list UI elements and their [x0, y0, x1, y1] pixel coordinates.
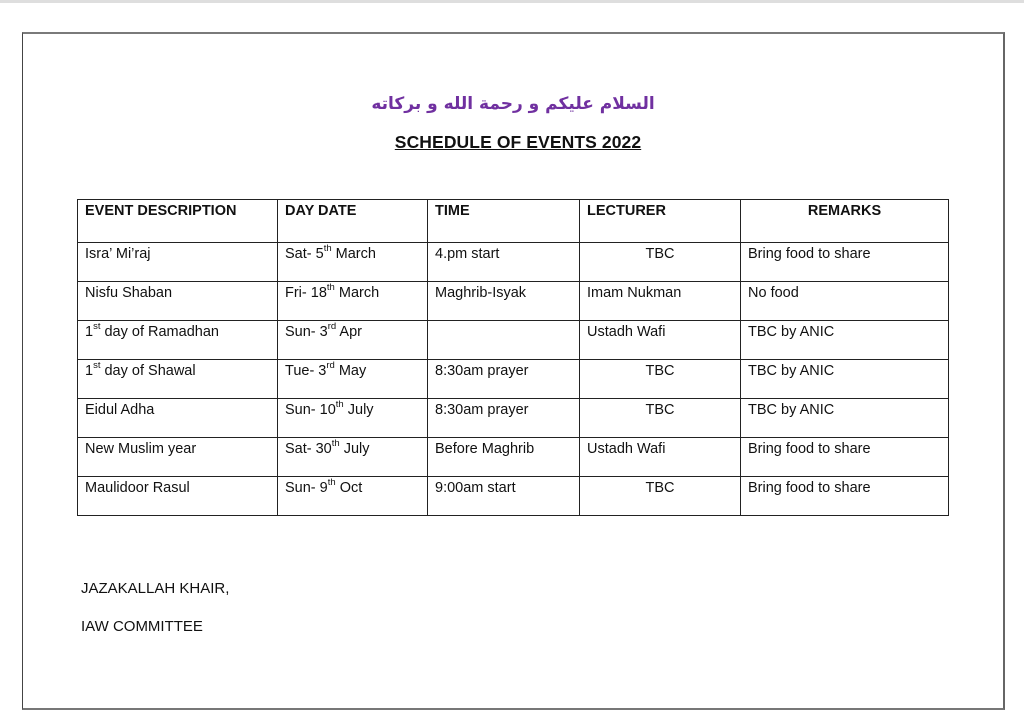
cell-time: 4.pm start	[428, 243, 580, 282]
cell-remarks: No food	[741, 282, 949, 321]
cell-day-date-ordinal-suffix: th	[326, 282, 335, 294]
cell-lecturer: Ustadh Wafi	[580, 438, 741, 477]
cell-event-description	[78, 321, 278, 360]
cell-day-date-ordinal-suffix: th	[327, 477, 336, 489]
header-lecturer: LECTURER	[580, 200, 741, 243]
cell-day-date-ordinal-suffix: th	[335, 399, 344, 411]
cell-remarks: Bring food to share	[741, 243, 949, 282]
cell-event-description-rest: Eidul Adha	[85, 402, 155, 418]
cell-day-date-rest: July	[339, 441, 370, 457]
cell-time: Maghrib-Isyak	[428, 282, 580, 321]
cell-event-description	[78, 477, 278, 516]
cell-remarks: Bring food to share	[741, 477, 949, 516]
cell-remarks: TBC by ANIC	[741, 321, 949, 360]
cell-day-date	[278, 399, 428, 438]
viewer-top-bar	[0, 0, 1024, 3]
cell-day-date-ordinal-suffix: th	[331, 438, 340, 450]
cell-day-date-ordinal-suffix: th	[323, 243, 332, 255]
cell-remarks: TBC by ANIC	[741, 399, 949, 438]
cell-day-date-rest: Apr	[336, 324, 362, 340]
cell-event-description-rest: Nisfu Shaban	[85, 285, 173, 301]
cell-day-date	[278, 360, 428, 399]
cell-day-date-main: Tue- 3	[285, 363, 327, 379]
cell-lecturer: TBC	[580, 399, 741, 438]
cell-lecturer: Imam Nukman	[580, 282, 741, 321]
cell-time: Before Maghrib	[428, 438, 580, 477]
cell-day-date-ordinal-suffix: rd	[326, 360, 335, 372]
document-page	[22, 32, 1005, 710]
table-row	[78, 321, 949, 360]
cell-day-date	[278, 282, 428, 321]
cell-event-description-ordinal-suffix: st	[93, 360, 101, 372]
closing-thanks: JAZAKALLAH KHAIR,	[81, 580, 230, 597]
cell-day-date-main: Sat- 5	[285, 246, 324, 262]
cell-event-description	[78, 360, 278, 399]
cell-event-description-rest: New Muslim year	[85, 441, 197, 457]
cell-event-description	[78, 438, 278, 477]
cell-event-description	[78, 243, 278, 282]
table-row	[78, 477, 949, 516]
cell-event-description-rest: day of Shawal	[100, 363, 196, 379]
cell-day-date-ordinal-suffix: rd	[327, 321, 337, 333]
schedule-table-body	[78, 243, 949, 516]
cell-lecturer: TBC	[580, 243, 741, 282]
header-event-description: EVENT DESCRIPTION	[78, 200, 278, 243]
cell-lecturer: TBC	[580, 360, 741, 399]
cell-time: 8:30am prayer	[428, 360, 580, 399]
cell-day-date-main: Sat- 30	[285, 441, 332, 457]
header-time: TIME	[428, 200, 580, 243]
table-header-row	[78, 200, 949, 243]
cell-event-description-rest: Maulidoor Rasul	[85, 480, 190, 496]
cell-event-description-rest: Isra’ Mi’raj	[85, 246, 151, 262]
cell-day-date-rest: Oct	[335, 480, 363, 496]
document-title: SCHEDULE OF EVENTS 2022	[394, 132, 642, 152]
cell-day-date-rest: March	[334, 285, 380, 301]
closing-signature: IAW COMMITTEE	[81, 618, 203, 635]
cell-day-date-rest: July	[343, 402, 374, 418]
cell-event-description	[78, 282, 278, 321]
table-row	[78, 243, 949, 282]
cell-event-description	[78, 399, 278, 438]
schedule-table	[77, 199, 949, 516]
cell-day-date	[278, 321, 428, 360]
cell-remarks: Bring food to share	[741, 438, 949, 477]
cell-event-description-main: 1	[85, 363, 94, 379]
cell-event-description-main: 1	[85, 324, 94, 340]
cell-event-description-ordinal-suffix: st	[93, 321, 101, 333]
cell-time: 9:00am start	[428, 477, 580, 516]
cell-day-date-rest: May	[334, 363, 367, 379]
cell-day-date-main: Sun- 10	[285, 402, 336, 418]
cell-lecturer: Ustadh Wafi	[580, 321, 741, 360]
cell-remarks: TBC by ANIC	[741, 360, 949, 399]
cell-day-date	[278, 243, 428, 282]
cell-time: 8:30am prayer	[428, 399, 580, 438]
table-row	[78, 360, 949, 399]
arabic-greeting: السلام عليكم و رحمة الله و بركاته	[371, 94, 655, 114]
cell-day-date	[278, 477, 428, 516]
cell-day-date-main: Fri- 18	[285, 285, 327, 301]
header-day-date: DAY DATE	[278, 200, 428, 243]
header-remarks: REMARKS	[741, 200, 949, 243]
table-row	[78, 399, 949, 438]
cell-day-date-main: Sun- 9	[285, 480, 328, 496]
cell-day-date-main: Sun- 3	[285, 324, 328, 340]
cell-lecturer: TBC	[580, 477, 741, 516]
cell-day-date	[278, 438, 428, 477]
cell-day-date-rest: March	[331, 246, 376, 262]
table-row	[78, 282, 949, 321]
table-row	[78, 438, 949, 477]
cell-time	[428, 321, 580, 360]
cell-event-description-rest: day of Ramadhan	[100, 324, 219, 340]
